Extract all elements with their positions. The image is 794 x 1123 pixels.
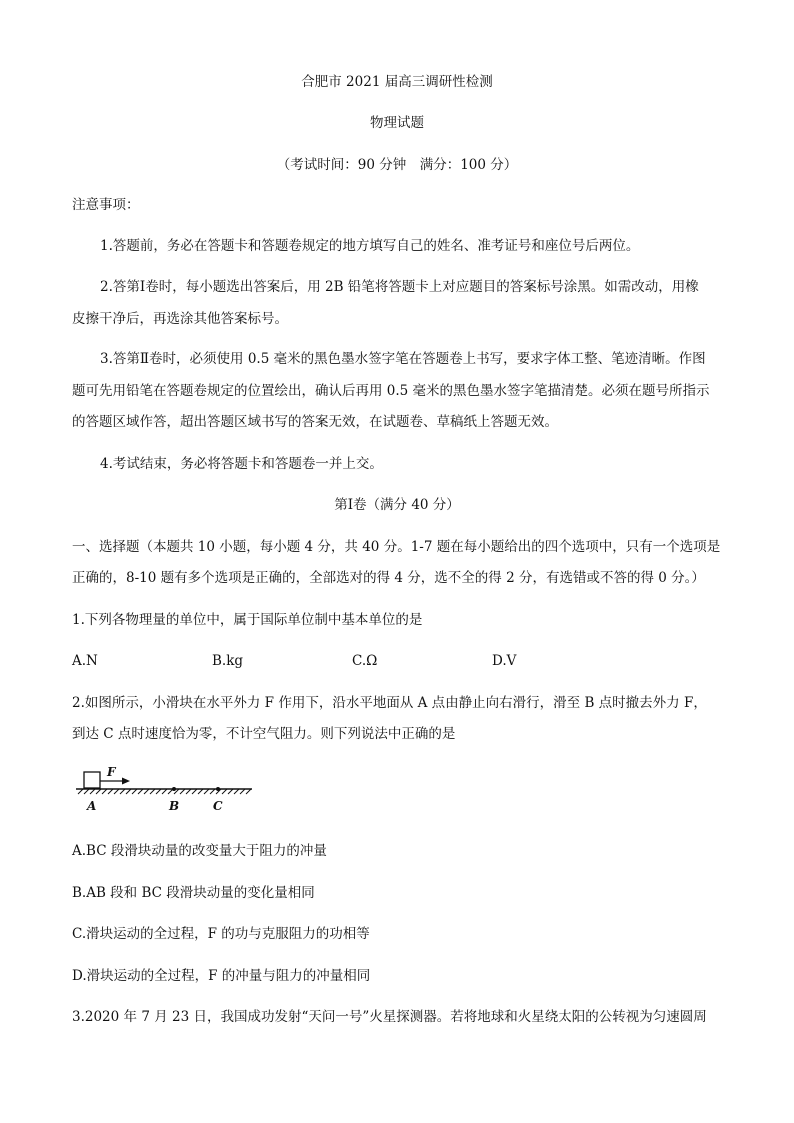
question-1-option-c: C.Ω — [352, 653, 378, 669]
section-title: 第Ⅰ卷（满分 40 分） — [334, 497, 460, 513]
note-item-3-line-2: 题可先用铅笔在答题卷规定的位置绘出，确认后再用 0.5 毫米的黑色墨水签字笔描清楚。必须在题号所指示 — [72, 383, 710, 399]
point-c-label: C — [213, 799, 223, 813]
point-c-dot — [216, 787, 220, 791]
note-item-1: 1.答题前，务必在答题卡和答题卷规定的地方填写自己的姓名、准考证号和座位号后两位。 — [100, 238, 640, 254]
question-1-option-a: A.N — [72, 653, 98, 669]
section-intro-line-1: 一、选择题（本题共 10 小题，每小题 4 分，共 40 分。1-7 题在每小题给出的四个选项中，只有一个选项是 — [72, 539, 721, 555]
notes-heading: 注意事项： — [72, 197, 140, 213]
point-a-label: A — [87, 799, 97, 813]
note-item-2-line-2: 皮擦干净后，再选涂其他答案标号。 — [72, 311, 288, 327]
question-3-stem-line-1: 3.2020 年 7 月 23 日，我国成功发射“天问一号”火星探测器。若将地球和火星绕太阳的公转视为匀速圆周 — [72, 1009, 707, 1025]
force-arrow-head — [122, 778, 130, 785]
question-1-stem: 1.下列各物理量的单位中，属于国际单位制中基本单位的是 — [72, 612, 423, 628]
question-2-option-a: A.BC 段滑块动量的改变量大于阻力的冲量 — [72, 843, 327, 859]
exam-info: （考试时间：90 分钟 满分：100 分） — [276, 157, 518, 173]
question-2-option-b: B.AB 段和 BC 段滑块动量的变化量相同 — [72, 885, 315, 901]
section-intro-line-2: 正确的，8-10 题有多个选项是正确的，全部选对的得 4 分，选不全的得 2 分，有选错或不答的得 0 分。） — [72, 570, 705, 586]
point-b-label: B — [169, 799, 180, 813]
note-item-3-line-1: 3.答第Ⅱ卷时，必须使用 0.5 毫米的黑色墨水签字笔在答题卷上书写，要求字体工整、笔迹清晰。作图 — [100, 351, 706, 367]
point-b-dot — [172, 787, 176, 791]
note-item-3-line-3: 的答题区域作答，超出答题区域书写的答案无效，在试题卷、草稿纸上答题无效。 — [72, 414, 558, 430]
force-label: F — [107, 765, 116, 779]
note-item-4: 4.考试结束，务必将答题卡和答题卷一并上交。 — [100, 456, 383, 472]
question-2-stem-line-1: 2.如图所示，小滑块在水平外力 F 作用下，沿水平地面从 A 点由静止向右滑行，滑至 B 点时撤去外力 F， — [72, 695, 707, 711]
slider-block — [84, 772, 100, 788]
exam-title: 合肥市 2021 届高三调研性检测 — [301, 74, 493, 90]
question-1-option-d: D.V — [492, 653, 517, 669]
question-2-option-c: C.滑块运动的全过程，F 的功与克服阻力的功相等 — [72, 926, 370, 942]
question-2-stem-line-2: 到达 C 点时速度恰为零，不计空气阻力。则下列说法中正确的是 — [72, 726, 456, 742]
note-item-2-line-1: 2.答第Ⅰ卷时，每小题选出答案后，用 2B 铅笔将答题卡上对应题目的答案标号涂黑。如需改动，用橡 — [100, 279, 699, 295]
subject-title: 物理试题 — [370, 115, 424, 131]
question-2-option-d: D.滑块运动的全过程，F 的冲量与阻力的冲量相同 — [72, 968, 371, 984]
question-2-figure — [70, 762, 260, 822]
question-1-option-b: B.kg — [212, 653, 244, 669]
